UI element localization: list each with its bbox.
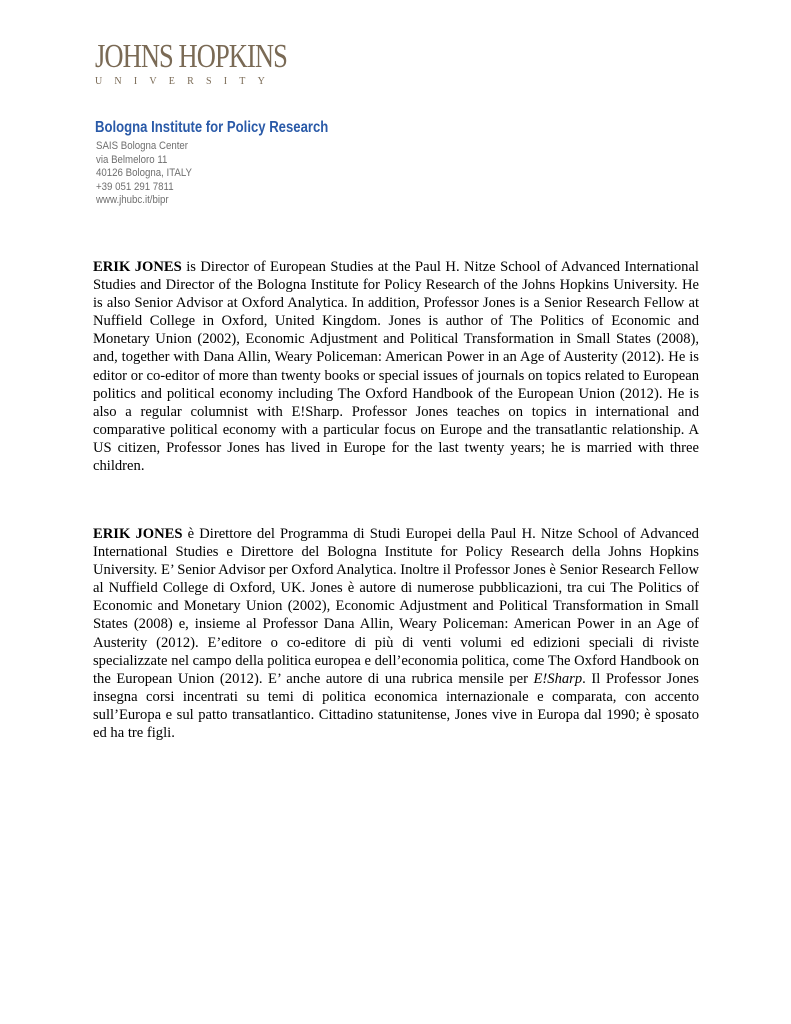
address-phone: +39 051 291 7811 [96, 180, 174, 193]
address-line: SAIS Bologna Center [96, 140, 189, 152]
institute-name: Bologna Institute for Policy Research [95, 119, 329, 136]
bio-italian [93, 525, 699, 742]
bio-italian-name: ERIK JONES [93, 526, 183, 542]
university-logo [95, 40, 341, 87]
bio-italian-text-end: . Il Professor Jones insegna corsi incentrati su temi di politica economica internazionale e comparata, con accento sull’Europa e sul patto transatlantico. Cittadino statunitense, Jones vive in Europa dal 1990; è sposato ed ha tre figli. [93, 670, 699, 742]
bio-english [93, 258, 699, 475]
institute-address [96, 140, 192, 208]
address-line: via Belmeloro 11 [96, 153, 168, 166]
address-line: 40126 Bologna, ITALY [96, 167, 192, 179]
university-logo-name: JOHNS HOPKINS [95, 38, 287, 75]
bio-italian-text-start: è Direttore del Programma di Studi Europei della Paul H. Nitze School of Advanced International Studies e Direttore del Bologna Institute for Policy Research della Johns Hopkins University. E’ Senior Advisor per Oxford Analytica. Inoltre il Professor Jones è Senior Research Fellow al Nuffield College di Oxford, UK. Jones è autore di numerose pubblicazioni, tra cui The Politics of Economic and Monetary Union (2002), Economic Adjustment and Political Transformation in Small States (2008) e, insieme al Professor Dana Allin, Weary Policeman: American Power in an Age of Austerity (2012). E’editore o co-editore di più di venti volumi ed edizioni speciali di riviste specializzate nel campo della politica europea e dell’economia politica, come The Oxford Handbook on the European Union (2012). E’ anche autore di una rubrica mensile per [93, 526, 699, 687]
bio-english-name: ERIK JONES [93, 259, 182, 275]
university-logo-subtitle: UNIVERSITY [95, 76, 277, 87]
address-website: www.jhubc.it/bipr [96, 194, 169, 206]
bio-italian-column-title: E!Sharp [533, 670, 583, 687]
bio-english-text: is Director of European Studies at the Paul H. Nitze School of Advanced International Studies and Director of the Bologna Institute for Policy Research of the Johns Hopkins University. He is also Senior Advisor at Oxford Analytica. In addition, Professor Jones is a Senior Research Fellow at Nuffield College in Oxford, United Kingdom. Jones is author of The Politics of Economic and Monetary Union (2002), Economic Adjustment and Political Transformation in Small States (2008), and, together with Dana Allin, Weary Policeman: American Power in an Age of Austerity (2012). He is editor or co-editor of more than twenty books or special issues of journals on topics related to European politics and political economy including The Oxford Handbook of the European Union (2012). He is also a regular columnist with E!Sharp. Professor Jones teaches on topics in international and comparative political economy with a particular focus on Europe and the transatlantic relationship. A US citizen, Professor Jones has lived in Europe for the last twenty years; he is married with three children. [93, 259, 699, 475]
